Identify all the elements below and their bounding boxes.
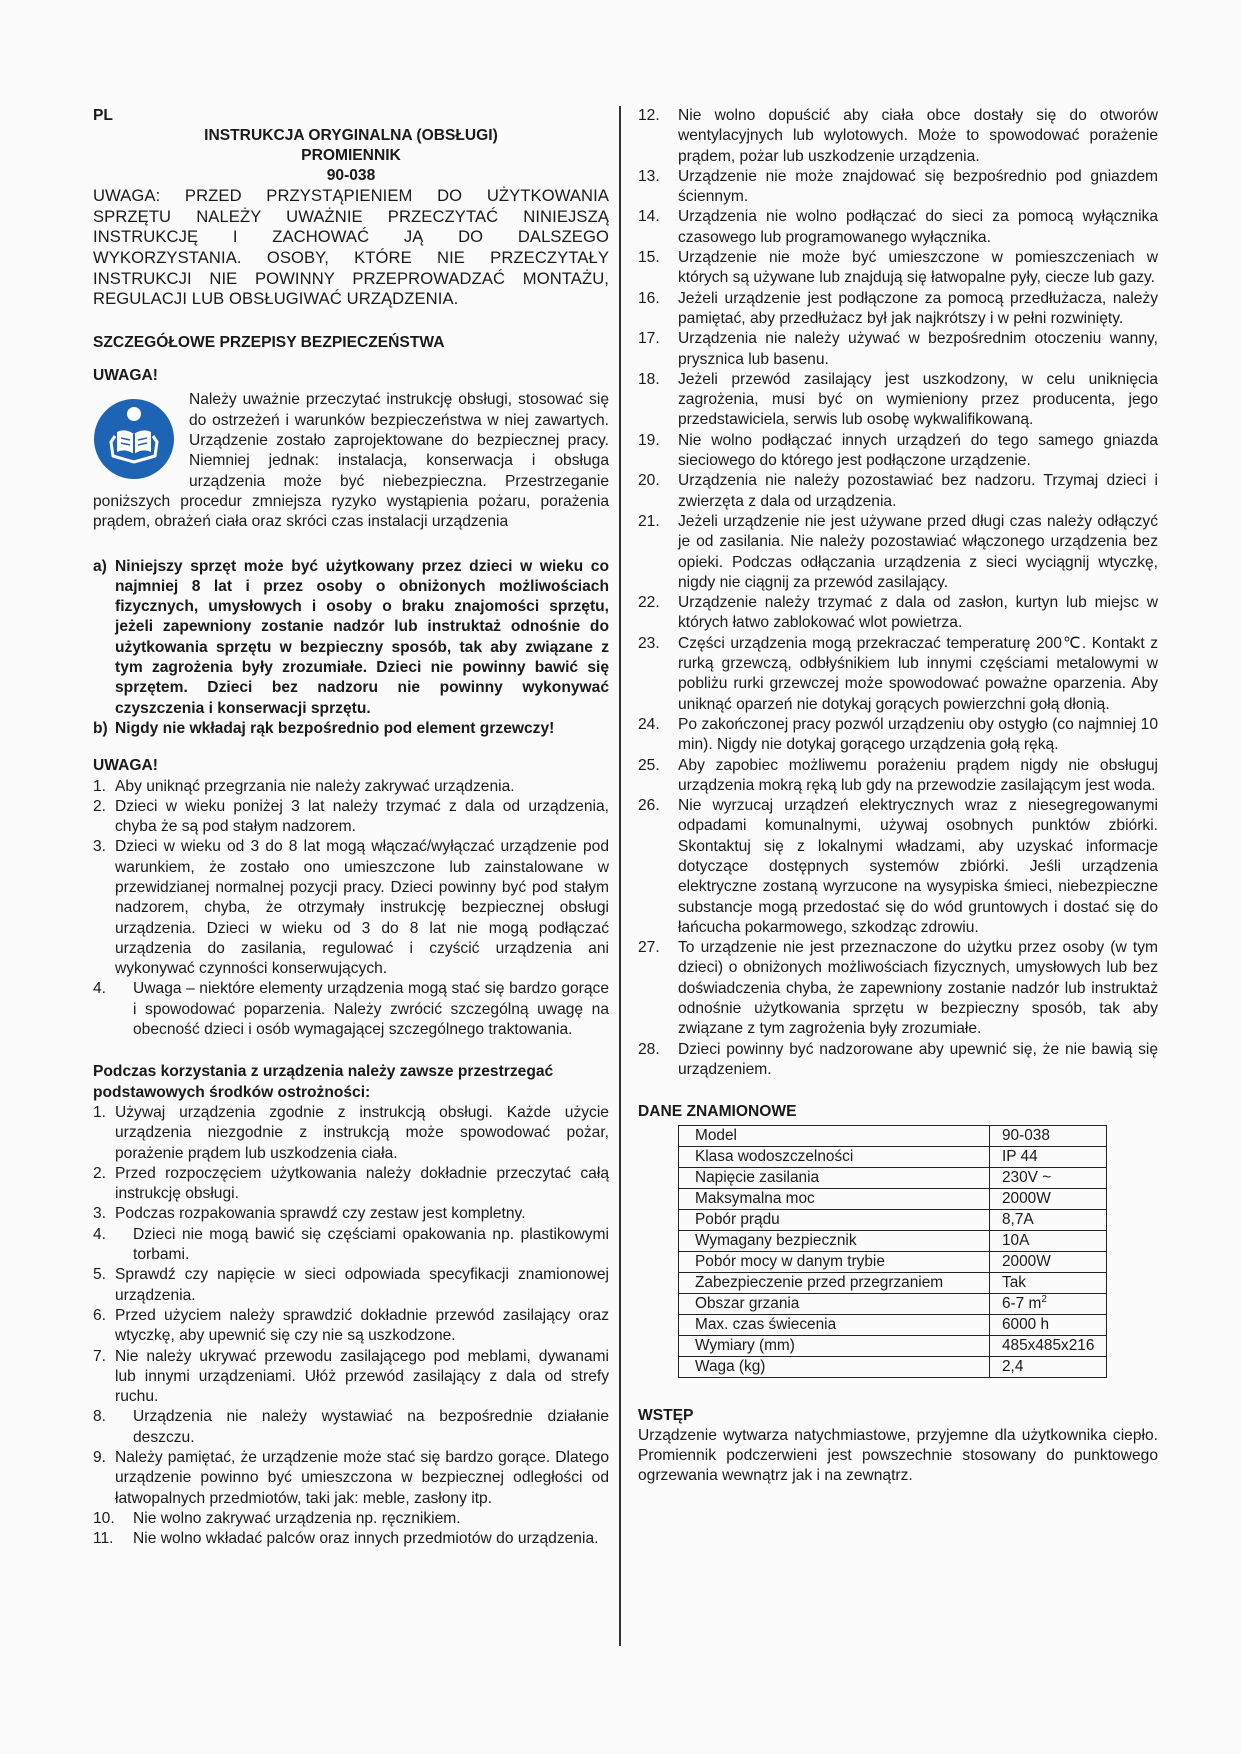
- item-text: Urządzenia nie wolno podłączać do sieci za pomocą wyłącznika czasowego lub programowanego wyłącznika.: [678, 208, 1158, 246]
- item-text: Aby zapobiec możliwemu porażeniu prądem nigdy nie obsługuj urządzenia mokrą ręką lub gdy na przewodzie zasilającym jest woda.: [678, 756, 1158, 794]
- spec-key: Pobór mocy w danym trybie: [679, 1251, 990, 1272]
- list-item: [93, 1448, 609, 1509]
- children-rules-list: [93, 557, 609, 740]
- intro-text: Urządzenie wytwarza natychmiastowe, przyjemne dla użytkownika ciepło. Promiennik podczerwieni jest powszechnie stosowany do punktowego ogrzewania wewnątrz jak i na zewnątrz.: [638, 1426, 1158, 1485]
- warning2-list: [93, 777, 609, 1041]
- table-row: [679, 1188, 1107, 1209]
- list-item: [93, 1407, 609, 1448]
- item-text: Urządzenia nie należy pozostawiać bez nadzoru. Trzymaj dzieci i zwierzęta z dala od urządzenia.: [678, 472, 1158, 510]
- item-text: Dzieci w wieku poniżej 3 lat należy trzymać z dala od urządzenia, chyba że są pod stałym nadzorem.: [115, 797, 609, 836]
- list-item: [93, 1204, 609, 1224]
- safety-heading: SZCZEGÓŁOWE PRZEPISY BEZPIECZEŃSTWA: [93, 333, 445, 351]
- specs-table: [678, 1125, 1107, 1378]
- item-number: a): [93, 557, 107, 575]
- item-text: Dzieci w wieku od 3 do 8 lat mogą włączać/wyłączać urządzenie pod warunkiem, że zostało ono umieszczone lub zainstalowane w przewidzianej normalnej pozycji pracy. Dzieci powinny być pod stałym nadzorem, chyba, że otrzymały instrukcję bezpiecznej obsługi urządzenia. Dzieci w wieku od 3 do 8 lat nie mogą podłączać urządzenia do zasilania, regulować i czyścić urządzenia ani wykonywać czynności konserwujących.: [115, 838, 609, 978]
- list-item: [638, 715, 1158, 756]
- table-row: [679, 1146, 1107, 1167]
- item-text: Nigdy nie wkładaj rąk bezpośrednio pod element grzewczy!: [115, 719, 555, 737]
- item-number: 24.: [638, 715, 660, 733]
- spec-value-cell: [990, 1293, 1107, 1314]
- list-item: [638, 1040, 1158, 1081]
- item-text: Przed rozpoczęciem użytkowania należy dokładnie przeczytać całą instrukcję obsługi.: [115, 1164, 609, 1203]
- table-row: [679, 1125, 1107, 1146]
- table-row: [679, 1335, 1107, 1356]
- list-item: [638, 248, 1158, 289]
- list-item: [638, 106, 1158, 167]
- item-number: 13.: [638, 167, 660, 185]
- table-row: [679, 1272, 1107, 1293]
- list-item: [93, 1509, 609, 1529]
- item-text: Należy pamiętać, że urządzenie może stać się bardzo gorące. Dlatego urządzenie powinno być umieszczona w bezpiecznej odległości od łatwopalnych przedmiotów, taki jak: meble, zasłony itp.: [115, 1449, 609, 1507]
- spec-value: 2,4: [990, 1356, 1107, 1377]
- spec-value: 6-7 m: [1002, 1294, 1042, 1312]
- item-number: 22.: [638, 594, 660, 612]
- spec-value: 10A: [990, 1230, 1107, 1251]
- list-item: [93, 1225, 609, 1266]
- doc-title-line-3: 90-038: [326, 167, 376, 185]
- list-item: [638, 471, 1158, 512]
- item-number: 4.: [93, 980, 107, 998]
- item-text: Dzieci powinny być nadzorowane aby upewnić się, że nie bawią się urządzeniem.: [678, 1040, 1158, 1078]
- list-item: [638, 756, 1158, 797]
- table-row: [679, 1251, 1107, 1272]
- item-number: 4.: [93, 1225, 107, 1243]
- item-text: Urządzenia nie należy używać w bezpośrednim otoczeniu wanny, prysznica lub basenu.: [678, 330, 1158, 368]
- item-number: 7.: [93, 1347, 107, 1365]
- list-item: [93, 837, 609, 979]
- item-number: 18.: [638, 370, 660, 388]
- table-row: [679, 1356, 1107, 1377]
- list-item: [93, 1347, 609, 1408]
- item-text: Podczas rozpakowania sprawdź czy zestaw jest kompletny.: [115, 1205, 526, 1223]
- item-text: Nie wolno dopuścić aby ciała obce dostały się do otworów wentylacyjnych lub wylotowych. Może to spowodować porażenie prądem, pożar lub uszkodzenie urządzenia.: [678, 107, 1158, 165]
- item-text: Części urządzenia mogą przekraczać temperaturę 200℃. Kontakt z rurką grzewczą, odbłyśnikiem lub innymi częściami metalowymi w pobliżu rurki grzewczej może spowodować poważne oparzenia. Aby uniknąć oparzeń nie dotykaj gorących powierzchni gołą dłonią.: [678, 634, 1158, 713]
- item-number: 27.: [638, 939, 660, 957]
- item-text: Urządzenie nie może znajdować się bezpośrednio pod gniazdem ściennym.: [678, 167, 1158, 206]
- list-item: [638, 431, 1158, 472]
- intro-heading: WSTĘP: [638, 1406, 694, 1424]
- list-item: [638, 512, 1158, 593]
- item-number: 17.: [638, 330, 660, 348]
- table-row: [679, 1230, 1107, 1251]
- spec-key: Obszar grzania: [679, 1293, 990, 1314]
- item-number: 12.: [638, 107, 660, 124]
- spec-value: 485x485x216: [990, 1335, 1107, 1356]
- item-text: Nie wolno podłączać innych urządzeń do tego samego gniazda sieciowego do którego jest podłączone urządzenie.: [678, 431, 1158, 470]
- item-number: 1.: [93, 1103, 107, 1121]
- usage-list-continued: [638, 106, 1158, 1080]
- item-text: Jeżeli przewód zasilający jest uszkodzony, w celu uniknięcia zagrożenia, musi być on wymieniony przez producenta, jego przedstawiciela, serwis lub osobę wykwalifikowaną.: [678, 370, 1158, 429]
- table-row: [679, 1209, 1107, 1230]
- item-number: 19.: [638, 431, 660, 449]
- list-item: [93, 1164, 609, 1205]
- item-text: Uwaga – niektóre elementy urządzenia mogą stać się bardzo gorące i spowodować poparzenia. Należy zwrócić szczególną uwagę na obecność dzieci i osób wymagającej szczególnego traktowania.: [133, 980, 609, 1039]
- item-number: 26.: [638, 797, 660, 815]
- item-number: 8.: [93, 1408, 107, 1426]
- spec-key: Wymiary (mm): [679, 1335, 990, 1356]
- doc-title-line-1: INSTRUKCJA ORYGINALNA (OBSŁUGI): [204, 127, 498, 145]
- item-number: 2.: [93, 1164, 107, 1182]
- list-item: [93, 719, 609, 739]
- item-number: 10.: [93, 1509, 115, 1527]
- item-text: Jeżeli urządzenie jest podłączone za pomocą przedłużacza, należy pamiętać, aby przedłużacz był jak najkrótszy i w pełni rozwinięty.: [678, 289, 1158, 327]
- item-number: 11.: [93, 1530, 114, 1548]
- item-text: Aby uniknąć przegrzania nie należy zakrywać urządzenia.: [115, 777, 515, 795]
- list-item: [638, 289, 1158, 330]
- list-item: [638, 207, 1158, 248]
- item-text: Nie należy ukrywać przewodu zasilającego pod meblami, dywanami lub innymi urządzeniami. Ułóż przewód zasilający z dala od strefy ruchu.: [115, 1347, 609, 1406]
- item-text: Niniejszy sprzęt może być użytkowany przez dzieci w wieku co najmniej 8 lat i przez osoby o obniżonych możliwościach fizycznych, umysłowych i osoby o braku znajomości sprzętu, jeżeli zapewniony zostanie nadzór lub instruktaż odnośnie do użytkowania sprzętu w bezpieczny sposób, tak aby związane z tym zagrożenia były zrozumiałe. Dzieci nie powinny bawić się sprzętem. Dzieci bez nadzoru nie powinny wykonywać czyszczenia i konserwacji sprzętu.: [115, 557, 609, 717]
- list-item: [93, 557, 609, 719]
- spec-key: Napięcie zasilania: [679, 1167, 990, 1188]
- language-code: PL: [93, 107, 113, 124]
- column-divider: [619, 106, 621, 1646]
- spec-key: Klasa wodoszczelności: [679, 1146, 990, 1167]
- warning-label: UWAGA!: [93, 367, 158, 385]
- usage-list: [93, 1103, 609, 1550]
- list-item: [638, 329, 1158, 370]
- item-number: 15.: [638, 249, 660, 267]
- list-item: [93, 979, 609, 1040]
- item-text: Urządzenia nie należy wystawiać na bezpośrednie działanie deszczu.: [133, 1408, 609, 1446]
- list-item: [93, 1306, 609, 1347]
- spec-superscript: 2: [1041, 1293, 1047, 1305]
- item-number: 3.: [93, 838, 107, 856]
- item-number: 9.: [93, 1449, 107, 1466]
- list-item: [638, 593, 1158, 634]
- doc-title-line-2: PROMIENNIK: [301, 147, 401, 165]
- spec-value: 230V ~: [990, 1167, 1107, 1188]
- list-item: [638, 938, 1158, 1039]
- spec-key: Max. czas świecenia: [679, 1314, 990, 1335]
- item-number: 25.: [638, 756, 660, 774]
- spec-key: Model: [679, 1125, 990, 1146]
- spec-key: Waga (kg): [679, 1356, 990, 1377]
- item-number: 5.: [93, 1266, 107, 1284]
- usage-heading: Podczas korzystania z urządzenia należy zawsze przestrzegać podstawowych środków ostrożności:: [93, 1063, 554, 1101]
- list-item: [93, 797, 609, 838]
- item-number: 28.: [638, 1040, 660, 1058]
- item-number: 6.: [93, 1306, 107, 1324]
- table-row: [679, 1314, 1107, 1335]
- read-manual-icon: [93, 398, 175, 480]
- item-text: To urządzenie nie jest przeznaczone do użytku przez osoby (w tym dzieci) o obniżonych możliwościach fizycznych, umysłowych lub bez doświadczenia chyba, że zapewniony zostanie nadzór lub instruktaż odnośnie użytkowania sprzętu w bezpieczny sposób, tak aby związane z tym zagrożenia były zrozumiałe.: [678, 939, 1158, 1038]
- item-number: b): [93, 719, 108, 737]
- right-column: [638, 106, 1158, 1487]
- spec-value: 90-038: [990, 1125, 1107, 1146]
- item-text: Przed użyciem należy sprawdzić dokładnie przewód zasilający oraz wtyczkę, aby upewnić się czy nie są uszkodzone.: [115, 1306, 609, 1345]
- item-text: Dzieci nie mogą bawić się częściami opakowania np. plastikowymi torbami.: [133, 1225, 609, 1264]
- list-item: [638, 370, 1158, 431]
- item-text: Urządzenie nie może być umieszczone w pomieszczeniach w których są używane lub znajdują się łatwopalne pyły, ciecze lub gazy.: [678, 249, 1158, 287]
- item-text: Jeżeli urządzenie nie jest używane przed długi czas należy odłączyć je od zasilania. Nie należy pozostawiać włączonego urządzenia bez opieki. Podczas odłączania urządzenia z sieci wyciągnij wtyczkę, nigdy nie ciągnij za przewód zasilający.: [678, 512, 1158, 591]
- item-number: 16.: [638, 289, 660, 307]
- spec-value: 2000W: [990, 1188, 1107, 1209]
- list-item: [638, 167, 1158, 208]
- item-text: Urządzenie należy trzymać z dala od zasłon, kurtyn lub miejsc w których łatwo zablokować wlot powietrza.: [678, 594, 1158, 632]
- item-number: 23.: [638, 634, 660, 652]
- list-item: [93, 1529, 609, 1549]
- warning-text: Należy uważnie przeczytać instrukcję obsługi, stosować się do ostrzeżeń i warunków bezpieczeństwa w niej zawartych. Urządzenie zostało zaprojektowane do bezpiecznej pracy. Niemniej jednak: instalacja, konserwacja i obsługa urządzenia może być niebezpieczna. Przestrzeganie poniższych procedur zmniejsza ryzyko wystąpienia pożaru, porażenia prądem, obrażeń ciała oraz skróci czas instalacji urządzenia: [93, 391, 609, 531]
- item-number: 21.: [638, 512, 660, 530]
- spec-value: 6000 h: [990, 1314, 1107, 1335]
- spec-value: IP 44: [990, 1146, 1107, 1167]
- spec-value: Tak: [990, 1272, 1107, 1293]
- list-item: [93, 1265, 609, 1306]
- spec-key: Pobór prądu: [679, 1209, 990, 1230]
- item-number: 20.: [638, 472, 660, 490]
- warning-block: [93, 390, 609, 532]
- item-number: 1.: [93, 777, 107, 795]
- item-text: Nie wolno zakrywać urządzenia np. ręcznikiem.: [133, 1509, 461, 1527]
- item-text: Nie wolno wkładać palców oraz innych przedmiotów do urządzenia.: [133, 1530, 599, 1548]
- spec-key: Zabezpieczenie przed przegrzaniem: [679, 1272, 990, 1293]
- table-row: [679, 1167, 1107, 1188]
- item-text: Używaj urządzenia zgodnie z instrukcją obsługi. Każde użycie urządzenia niezgodnie z instrukcją może spowodować pożar, porażenie prądem lub uszkodzenia ciała.: [115, 1103, 609, 1162]
- list-item: [93, 1103, 609, 1164]
- item-text: Sprawdź czy napięcie w sieci odpowiada specyfikacji znamionowej urządzenia.: [115, 1266, 609, 1304]
- spec-key: Wymagany bezpiecznik: [679, 1230, 990, 1251]
- caution-caps-paragraph: UWAGA: PRZED PRZYSTĄPIENIEM DO UŻYTKOWANIA SPRZĘTU NALEŻY UWAŻNIE PRZECZYTAĆ NINIEJSZĄ INSTRUKCJĘ I ZACHOWAĆ JĄ DO DALSZEGO WYKORZYSTANIA. OSOBY, KTÓRE NIE PRZECZYTAŁY INSTRUKCJI NIE POWINNY PRZEPROWADZAĆ MONTAŻU, REGULACJI LUB OBSŁUGIWAĆ URZĄDZENIA.: [93, 186, 609, 309]
- spec-key: Maksymalna moc: [679, 1188, 990, 1209]
- table-row: [679, 1293, 1107, 1314]
- item-text: Nie wyrzucaj urządzeń elektrycznych wraz z niesegregowanymi odpadami komunalnymi, używaj osobnych punktów zbiórki. Skontaktuj się z lokalnymi władzami, aby uzyskać informacje dotyczące dostępnych systemów zbiórki. Jeśli urządzenia elektryczne zostaną wyrzucone na wysypiska śmieci, niebezpieczne substancje mogą przedostać się do wód gruntowych i dostać się do łańcucha pokarmowego, szkodząc zdrowiu.: [678, 797, 1158, 936]
- item-number: 2.: [93, 797, 107, 815]
- spec-value: 8,7A: [990, 1209, 1107, 1230]
- item-text: Po zakończonej pracy pozwól urządzeniu oby ostygło (co najmniej 10 min). Nigdy nie dotykaj gorącego urządzenia gołą ręką.: [678, 715, 1158, 754]
- left-column: [93, 106, 609, 1549]
- item-number: 3.: [93, 1205, 107, 1223]
- list-item: [638, 634, 1158, 715]
- warning2-label: UWAGA!: [93, 757, 158, 775]
- item-number: 14.: [638, 208, 660, 226]
- spec-value: 2000W: [990, 1251, 1107, 1272]
- list-item: [93, 777, 609, 797]
- specs-heading: DANE ZNAMIONOWE: [638, 1103, 797, 1121]
- list-item: [638, 796, 1158, 938]
